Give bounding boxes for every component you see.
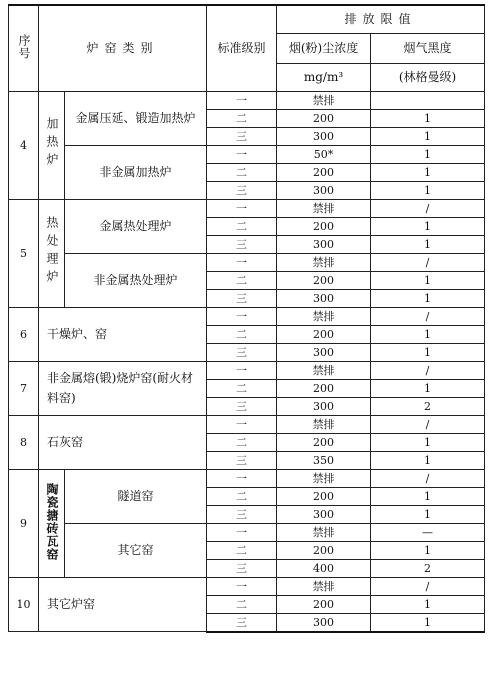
subcategory-cell — [65, 91, 207, 145]
level-cell: 二 — [207, 325, 277, 343]
dust-limit-cell: 300 — [277, 181, 371, 199]
level-cell: 二 — [207, 541, 277, 559]
smoke-limit-cell: / — [371, 415, 485, 433]
dust-limit-cell: 400 — [277, 559, 371, 577]
level-cell: 三 — [207, 181, 277, 199]
dust-limit-cell: 200 — [277, 433, 371, 451]
level-cell: 三 — [207, 451, 277, 469]
category-text: 其它炉窑 — [47, 597, 96, 612]
seq-cell: 9 — [9, 469, 39, 577]
smoke-limit-cell — [371, 91, 485, 109]
seq-cell: 6 — [9, 307, 39, 361]
dust-limit-cell: 300 — [277, 397, 371, 415]
category-cell — [39, 307, 207, 361]
dust-limit-cell: 200 — [277, 163, 371, 181]
level-cell: 三 — [207, 559, 277, 577]
smoke-limit-cell: 1 — [371, 379, 485, 397]
smoke-limit-cell: 1 — [371, 325, 485, 343]
subcategory-text: 隧道窑 — [117, 489, 154, 503]
subcategory-text: 金属热处理炉 — [99, 219, 172, 233]
dust-limit-cell: 禁排 — [277, 91, 371, 109]
subcategory-cell — [65, 523, 207, 577]
level-cell: 一 — [207, 91, 277, 109]
subcategory-text: 非金属加热炉 — [99, 165, 172, 179]
dust-limit-cell: 禁排 — [277, 199, 371, 217]
level-cell: 二 — [207, 433, 277, 451]
category-text: 石灰窑 — [47, 435, 84, 449]
smoke-limit-cell: 2 — [371, 397, 485, 415]
group-name-text: 热处理炉 — [45, 215, 59, 288]
table-row — [9, 145, 485, 163]
table-row — [9, 199, 485, 217]
dust-limit-cell: 300 — [277, 127, 371, 145]
level-cell: 一 — [207, 523, 277, 541]
seq-cell: 7 — [9, 361, 39, 415]
smoke-limit-cell: 1 — [371, 541, 485, 559]
smoke-limit-cell: 1 — [371, 487, 485, 505]
header-limits: 排放限值 — [277, 5, 485, 33]
dust-limit-cell: 禁排 — [277, 253, 371, 271]
level-cell: 一 — [207, 307, 277, 325]
category-text: 干燥炉、窑 — [47, 327, 108, 341]
table-row — [9, 253, 485, 271]
smoke-limit-cell: 1 — [371, 451, 485, 469]
dust-limit-cell: 50* — [277, 145, 371, 163]
emission-limits-sheet — [8, 4, 484, 679]
smoke-limit-cell: / — [371, 307, 485, 325]
seq-cell: 8 — [9, 415, 39, 469]
smoke-limit-cell: 1 — [371, 595, 485, 613]
dust-limit-cell: 禁排 — [277, 469, 371, 487]
dust-limit-cell: 300 — [277, 343, 371, 361]
smoke-limit-cell: 1 — [371, 127, 485, 145]
level-cell: 三 — [207, 343, 277, 361]
dust-limit-cell: 禁排 — [277, 361, 371, 379]
subcategory-text: 非金属热处理炉 — [93, 273, 178, 287]
dust-limit-cell: 200 — [277, 379, 371, 397]
subcategory-cell — [65, 253, 207, 307]
smoke-limit-cell: 1 — [371, 181, 485, 199]
header-standard-level: 标准级别 — [207, 5, 277, 91]
level-cell: 一 — [207, 577, 277, 595]
level-cell: 三 — [207, 397, 277, 415]
dust-limit-cell: 禁排 — [277, 307, 371, 325]
dust-limit-cell: 350 — [277, 451, 371, 469]
smoke-limit-cell: 1 — [371, 289, 485, 307]
smoke-limit-cell: — — [371, 523, 485, 541]
category-cell — [39, 577, 207, 632]
header-dust-unit: mg/m³ — [277, 63, 371, 91]
level-cell: 一 — [207, 415, 277, 433]
subcategory-text: 其它窑 — [117, 543, 154, 557]
dust-limit-cell: 禁排 — [277, 577, 371, 595]
table-row — [9, 469, 485, 487]
smoke-limit-cell: / — [371, 199, 485, 217]
subcategory-text: 金属压延、锻造加热炉 — [75, 111, 196, 125]
level-cell: 二 — [207, 379, 277, 397]
header-smoke-unit: (林格曼级) — [371, 63, 485, 91]
dust-limit-cell: 禁排 — [277, 415, 371, 433]
smoke-limit-cell: 1 — [371, 109, 485, 127]
smoke-limit-cell: 1 — [371, 163, 485, 181]
level-cell: 二 — [207, 217, 277, 235]
level-cell: 二 — [207, 163, 277, 181]
smoke-limit-cell: 1 — [371, 433, 485, 451]
smoke-limit-cell: 1 — [371, 217, 485, 235]
subcategory-cell — [65, 199, 207, 253]
smoke-limit-cell: / — [371, 469, 485, 487]
level-cell: 二 — [207, 595, 277, 613]
smoke-limit-cell: 1 — [371, 505, 485, 523]
dust-limit-cell: 200 — [277, 325, 371, 343]
table-row — [9, 523, 485, 541]
level-cell: 三 — [207, 505, 277, 523]
level-cell: 三 — [207, 289, 277, 307]
table-row — [9, 577, 485, 595]
dust-limit-cell: 200 — [277, 271, 371, 289]
smoke-limit-cell: 1 — [371, 235, 485, 253]
subcategory-cell — [65, 145, 207, 199]
level-cell: 一 — [207, 253, 277, 271]
emission-limits-table — [8, 4, 485, 633]
smoke-limit-cell: / — [371, 361, 485, 379]
level-cell: 三 — [207, 235, 277, 253]
header-seq: 序号 — [9, 5, 39, 91]
level-cell: 一 — [207, 469, 277, 487]
level-cell: 一 — [207, 145, 277, 163]
seq-cell: 10 — [9, 577, 39, 632]
group-name-cell — [39, 199, 65, 307]
seq-cell: 5 — [9, 199, 39, 307]
smoke-limit-cell: 2 — [371, 559, 485, 577]
seq-cell: 4 — [9, 91, 39, 199]
table-row — [9, 307, 485, 325]
category-cell — [39, 415, 207, 469]
level-cell: 二 — [207, 271, 277, 289]
smoke-limit-cell: 1 — [371, 145, 485, 163]
subcategory-cell — [65, 469, 207, 523]
table-row — [9, 415, 485, 433]
dust-limit-cell: 200 — [277, 487, 371, 505]
level-cell: 一 — [207, 199, 277, 217]
header-smoke-blackness: 烟气黑度 — [371, 33, 485, 63]
table-row — [9, 91, 485, 109]
group-name-cell — [39, 91, 65, 199]
dust-limit-cell: 200 — [277, 541, 371, 559]
level-cell: 三 — [207, 613, 277, 632]
smoke-limit-cell: 1 — [371, 613, 485, 632]
category-cell — [39, 361, 207, 415]
dust-limit-cell: 200 — [277, 217, 371, 235]
dust-limit-cell: 200 — [277, 595, 371, 613]
header-category: 炉窑类别 — [39, 5, 207, 91]
smoke-limit-cell: 1 — [371, 271, 485, 289]
dust-limit-cell: 200 — [277, 109, 371, 127]
group-name-text: 加热炉 — [45, 116, 59, 171]
category-text: 非金属熔(锻)烧炉窑(耐火材料窑) — [47, 371, 194, 405]
header-dust-concentration: 烟(粉)尘浓度 — [277, 33, 371, 63]
level-cell: 三 — [207, 127, 277, 145]
group-name-text: 陶瓷搪砖瓦窑 — [45, 482, 59, 561]
dust-limit-cell: 300 — [277, 505, 371, 523]
smoke-limit-cell: 1 — [371, 343, 485, 361]
level-cell: 一 — [207, 361, 277, 379]
group-name-cell — [39, 469, 65, 577]
dust-limit-cell: 300 — [277, 235, 371, 253]
dust-limit-cell: 300 — [277, 613, 371, 632]
table-row — [9, 361, 485, 379]
level-cell: 二 — [207, 109, 277, 127]
level-cell: 二 — [207, 487, 277, 505]
smoke-limit-cell: / — [371, 577, 485, 595]
dust-limit-cell: 300 — [277, 289, 371, 307]
dust-limit-cell: 禁排 — [277, 523, 371, 541]
smoke-limit-cell: / — [371, 253, 485, 271]
